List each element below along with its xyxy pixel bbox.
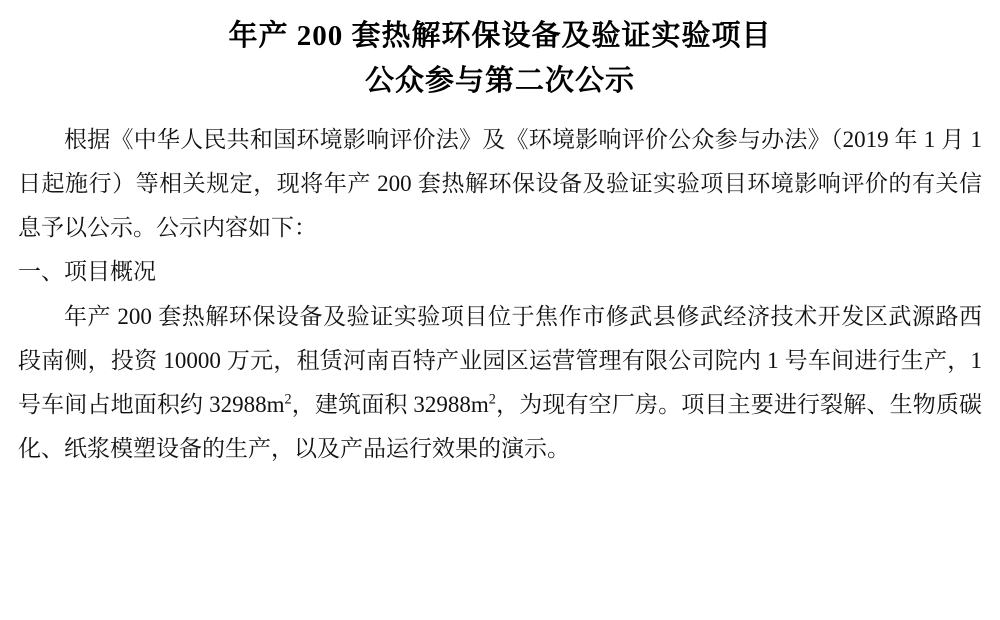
area-unit-superscript-1: 2 [284,391,292,408]
intro-paragraph: 根据《中华人民共和国环境影响评价法》及《环境影响评价公众参与办法》（2019 年 1 月 1 日起施行）等相关规定，现将年产 200 套热解环保设备及验证实验项目环境影响评价的有关信息予以公示。公示内容如下： [18,126,982,241]
overview-text-part-3: ，为现有空厂房。项目主要进行裂解、生物质碳化、纸浆模塑设备的生产，以及产品运行效果的演示。 [18,391,983,461]
document-title [18,14,982,104]
overview-text-part-2: ，建筑面积 32988m [291,391,489,417]
section-heading-project-overview: 一、项目概况 [18,259,156,285]
overview-text-part-1: 年产 200 套热解环保设备及验证实验项目位于焦作市修武县修武经济技术开发区武源路西段南侧，投资 10000 万元，租赁河南百特产业园区运营管理有限公司院内 1 号车间进行生产，1 号车间占地面积约 32988m [18,303,982,417]
title-line-1: 年产 200 套热解环保设备及验证实验项目 [228,20,772,52]
document-body [18,118,982,471]
title-line-2: 公众参与第二次公示 [364,64,635,97]
area-unit-superscript-2: 2 [488,391,496,408]
project-overview-paragraph [18,295,982,472]
